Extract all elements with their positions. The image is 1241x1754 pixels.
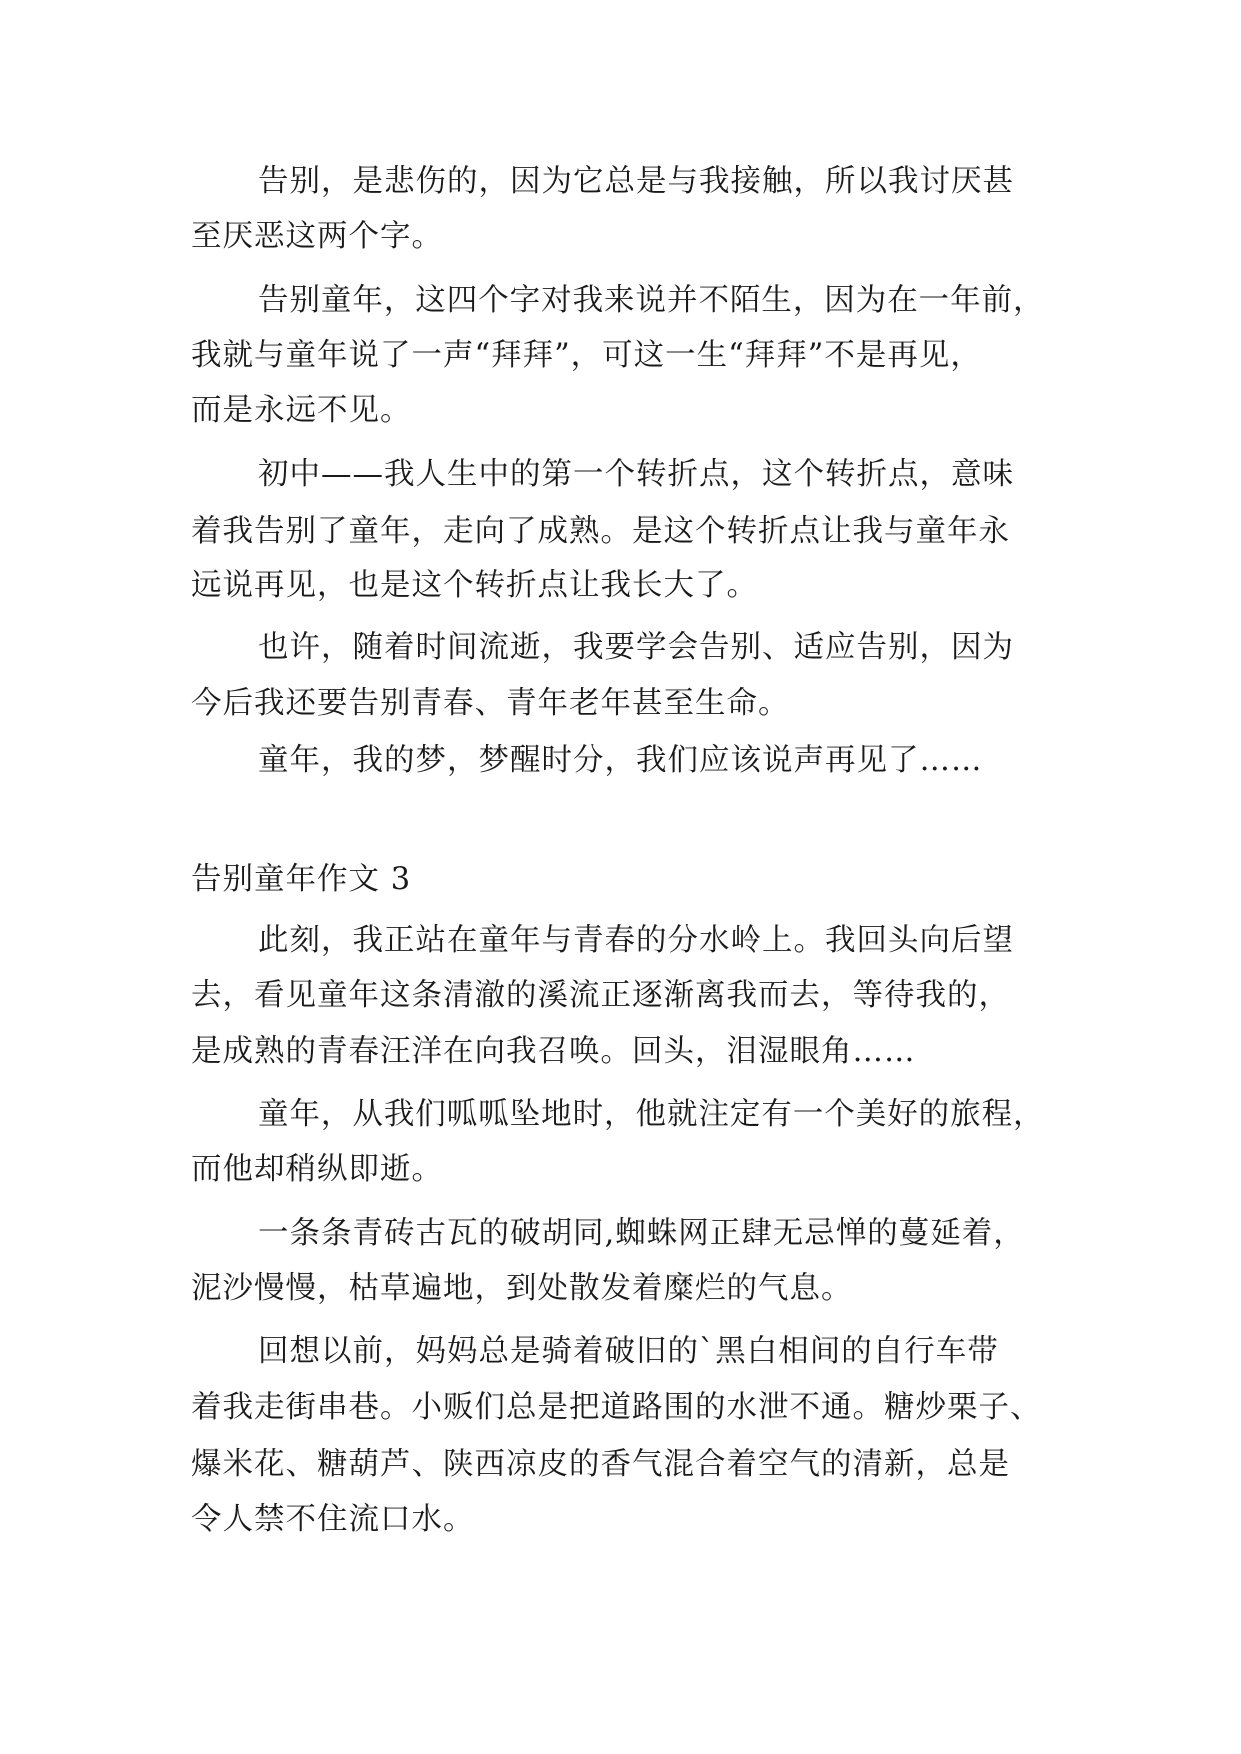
paragraph-line: 告别童年，这四个字对我来说并不陌生，因为在一年前，	[258, 283, 1045, 318]
paragraph-line: 远说再见，也是这个转折点让我长大了。	[191, 568, 758, 603]
paragraph-line: 回想以前，妈妈总是骑着破旧的`黑白相间的自行车带	[258, 1334, 999, 1369]
paragraph-line: 童年，我的梦，梦醒时分，我们应该说声再见了……	[258, 743, 983, 778]
paragraph-line: 而他却稍纵即逝。	[191, 1152, 443, 1187]
paragraph-line: 着我走街串巷。小贩们总是把道路围的水泄不通。糖炒栗子、	[191, 1390, 1042, 1425]
paragraph-line: 我就与童年说了一声“拜拜”，可这一生“拜拜”不是再见，	[191, 338, 982, 373]
paragraph-line: 至厌恶这两个字。	[191, 219, 443, 254]
paragraph-line: 也许，随着时间流逝，我要学会告别、适应告别，因为	[258, 630, 1014, 665]
paragraph-line: 一条条青砖古瓦的破胡同,蜘蛛网正肆无忌惮的蔓延着，	[258, 1216, 1025, 1251]
paragraph-line: 着我告别了童年，走向了成熟。是这个转折点让我与童年永	[191, 514, 1010, 549]
paragraph-line: 爆米花、糖葫芦、陕西凉皮的香气混合着空气的清新，总是	[191, 1447, 1010, 1482]
paragraph-line: 令人禁不住流口水。	[191, 1502, 475, 1537]
paragraph-line: 告别，是悲伤的，因为它总是与我接触，所以我讨厌甚	[258, 164, 1014, 199]
paragraph-line: 童年，从我们呱呱坠地时，他就注定有一个美好的旅程，	[258, 1097, 1045, 1132]
paragraph-line: 去，看见童年这条清澈的溪流正逐渐离我而去，等待我的，	[191, 978, 1010, 1013]
paragraph-line: 泥沙慢慢，枯草遍地，到处散发着糜烂的气息。	[191, 1271, 853, 1306]
paragraph-line: 初中——我人生中的第一个转折点，这个转折点，意味	[258, 457, 1014, 492]
section-heading: 告别童年作文 3	[191, 862, 412, 897]
paragraph-line: 此刻，我正站在童年与青春的分水岭上。我回头向后望	[258, 923, 1014, 958]
paragraph-line: 今后我还要告别青春、青年老年甚至生命。	[191, 686, 790, 721]
paragraph-line: 是成熟的青春汪洋在向我召唤。回头，泪湿眼角……	[191, 1034, 916, 1069]
paragraph-line: 而是永远不见。	[191, 393, 412, 428]
